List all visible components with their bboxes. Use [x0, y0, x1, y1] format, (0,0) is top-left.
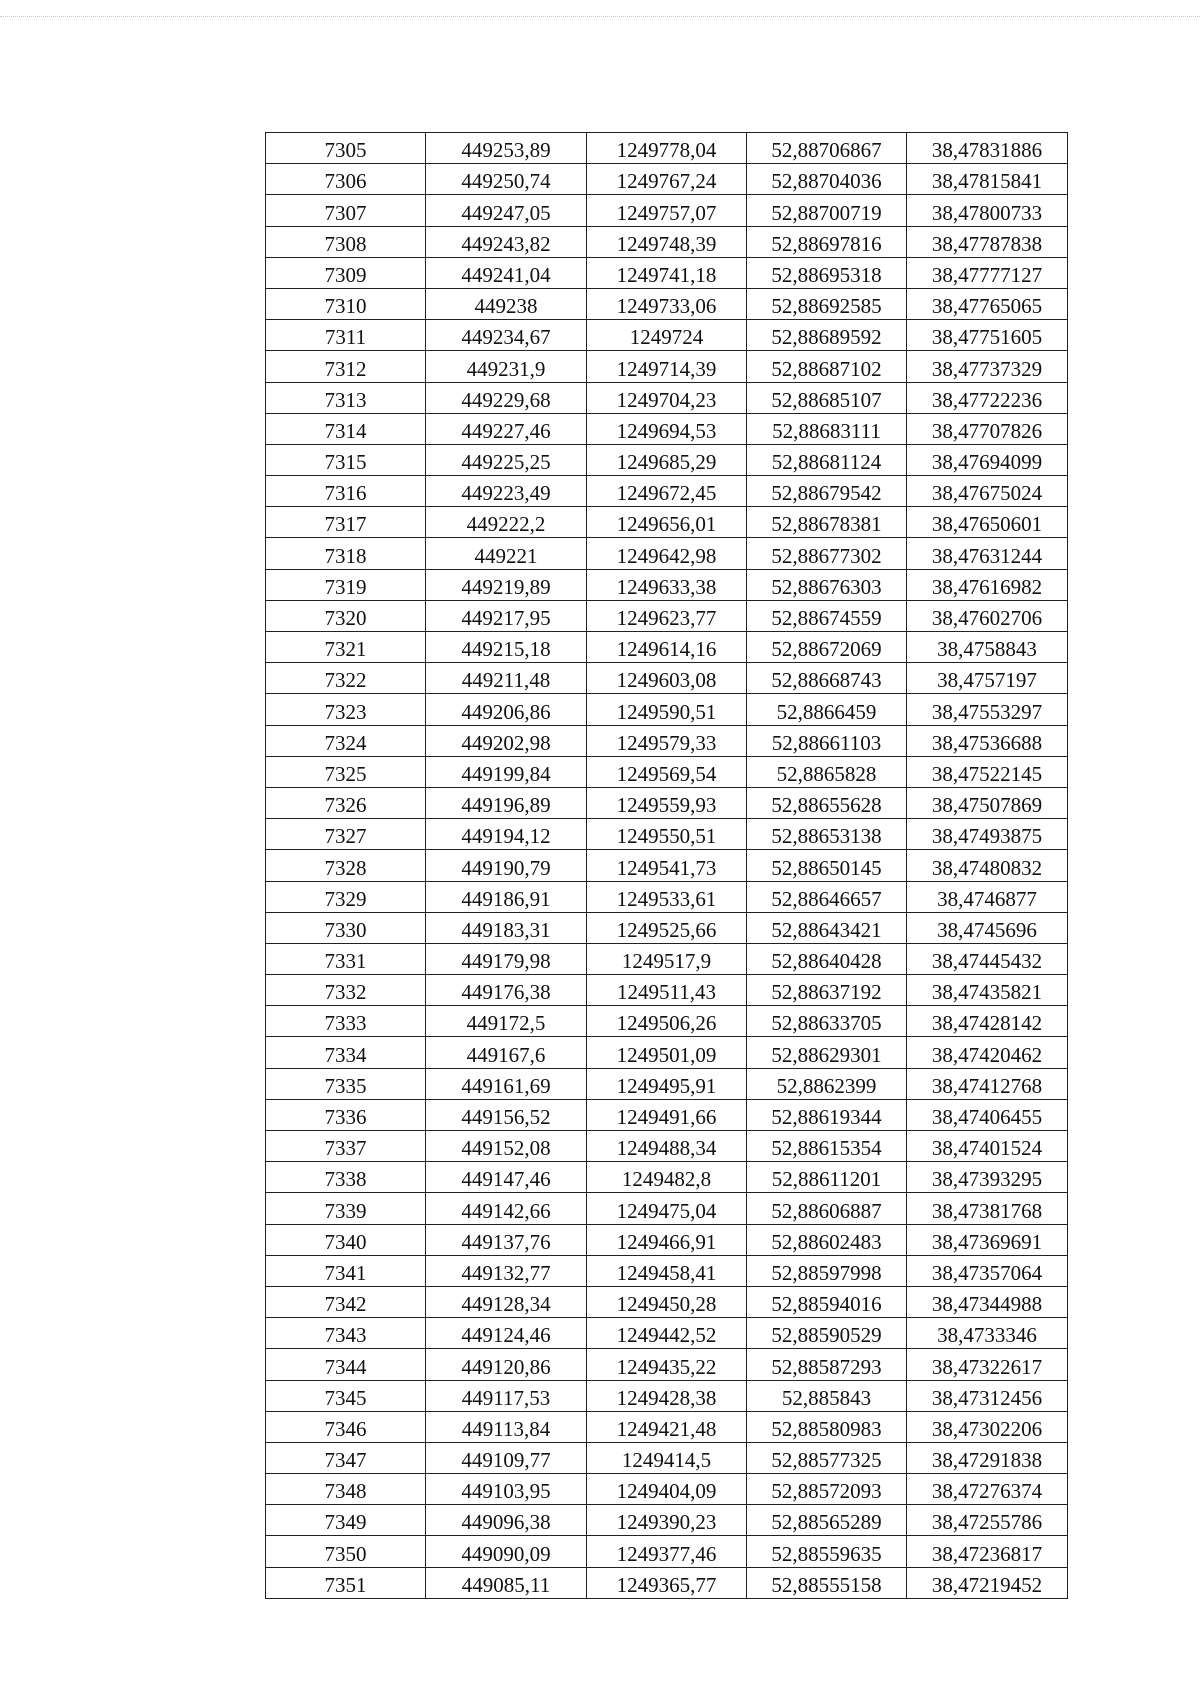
latitude-cell: 52,88706867	[747, 133, 907, 164]
longitude-cell: 38,47737329	[907, 351, 1068, 382]
latitude-cell: 52,88577325	[747, 1442, 907, 1473]
point-number-cell: 7341	[266, 1255, 426, 1286]
point-number-cell: 7306	[266, 164, 426, 195]
x-coordinate-cell: 449231,9	[426, 351, 587, 382]
table-row	[266, 413, 1068, 444]
longitude-cell: 38,47616982	[907, 569, 1068, 600]
latitude-cell: 52,88661103	[747, 725, 907, 756]
x-coordinate-cell: 449217,95	[426, 600, 587, 631]
point-number-cell: 7344	[266, 1349, 426, 1380]
longitude-cell: 38,4745696	[907, 912, 1068, 943]
latitude-cell: 52,88683111	[747, 413, 907, 444]
point-number-cell: 7313	[266, 382, 426, 413]
latitude-cell: 52,88677302	[747, 538, 907, 569]
y-coordinate-cell: 1249590,51	[587, 694, 747, 725]
coordinates-table-body	[266, 133, 1068, 1599]
latitude-cell: 52,88597998	[747, 1255, 907, 1286]
table-row	[266, 632, 1068, 663]
point-number-cell: 7307	[266, 195, 426, 226]
latitude-cell: 52,88674559	[747, 600, 907, 631]
y-coordinate-cell: 1249458,41	[587, 1255, 747, 1286]
point-number-cell: 7336	[266, 1099, 426, 1130]
x-coordinate-cell: 449117,53	[426, 1380, 587, 1411]
x-coordinate-cell: 449190,79	[426, 850, 587, 881]
latitude-cell: 52,88653138	[747, 819, 907, 850]
table-row	[266, 1193, 1068, 1224]
x-coordinate-cell: 449142,66	[426, 1193, 587, 1224]
table-row	[266, 912, 1068, 943]
point-number-cell: 7334	[266, 1037, 426, 1068]
y-coordinate-cell: 1249517,9	[587, 943, 747, 974]
longitude-cell: 38,47420462	[907, 1037, 1068, 1068]
longitude-cell: 38,47219452	[907, 1567, 1068, 1598]
longitude-cell: 38,47522145	[907, 756, 1068, 787]
y-coordinate-cell: 1249642,98	[587, 538, 747, 569]
x-coordinate-cell: 449253,89	[426, 133, 587, 164]
table-row	[266, 351, 1068, 382]
longitude-cell: 38,47357064	[907, 1255, 1068, 1286]
longitude-cell: 38,47393295	[907, 1162, 1068, 1193]
table-row	[266, 1162, 1068, 1193]
point-number-cell: 7331	[266, 943, 426, 974]
y-coordinate-cell: 1249623,77	[587, 600, 747, 631]
y-coordinate-cell: 1249365,77	[587, 1567, 747, 1598]
table-row	[266, 756, 1068, 787]
longitude-cell: 38,47291838	[907, 1442, 1068, 1473]
table-row	[266, 881, 1068, 912]
longitude-cell: 38,47751605	[907, 320, 1068, 351]
table-row	[266, 195, 1068, 226]
latitude-cell: 52,88692585	[747, 288, 907, 319]
point-number-cell: 7351	[266, 1567, 426, 1598]
longitude-cell: 38,47276374	[907, 1474, 1068, 1505]
x-coordinate-cell: 449161,69	[426, 1068, 587, 1099]
y-coordinate-cell: 1249748,39	[587, 226, 747, 257]
point-number-cell: 7335	[266, 1068, 426, 1099]
table-row	[266, 133, 1068, 164]
y-coordinate-cell: 1249491,66	[587, 1099, 747, 1130]
latitude-cell: 52,88697816	[747, 226, 907, 257]
longitude-cell: 38,4757197	[907, 663, 1068, 694]
point-number-cell: 7339	[266, 1193, 426, 1224]
latitude-cell: 52,88606887	[747, 1193, 907, 1224]
latitude-cell: 52,88676303	[747, 569, 907, 600]
x-coordinate-cell: 449199,84	[426, 756, 587, 787]
x-coordinate-cell: 449247,05	[426, 195, 587, 226]
y-coordinate-cell: 1249757,07	[587, 195, 747, 226]
longitude-cell: 38,47602706	[907, 600, 1068, 631]
x-coordinate-cell: 449206,86	[426, 694, 587, 725]
x-coordinate-cell: 449113,84	[426, 1411, 587, 1442]
table-row	[266, 1318, 1068, 1349]
point-number-cell: 7315	[266, 444, 426, 475]
y-coordinate-cell: 1249466,91	[587, 1224, 747, 1255]
point-number-cell: 7305	[266, 133, 426, 164]
latitude-cell: 52,88672069	[747, 632, 907, 663]
table-row	[266, 600, 1068, 631]
point-number-cell: 7316	[266, 476, 426, 507]
x-coordinate-cell: 449250,74	[426, 164, 587, 195]
table-row	[266, 1131, 1068, 1162]
x-coordinate-cell: 449238	[426, 288, 587, 319]
point-number-cell: 7321	[266, 632, 426, 663]
latitude-cell: 52,8862399	[747, 1068, 907, 1099]
x-coordinate-cell: 449196,89	[426, 787, 587, 818]
table-row	[266, 1037, 1068, 1068]
longitude-cell: 38,4758843	[907, 632, 1068, 663]
point-number-cell: 7340	[266, 1224, 426, 1255]
y-coordinate-cell: 1249390,23	[587, 1505, 747, 1536]
y-coordinate-cell: 1249450,28	[587, 1286, 747, 1317]
latitude-cell: 52,88643421	[747, 912, 907, 943]
latitude-cell: 52,88681124	[747, 444, 907, 475]
point-number-cell: 7325	[266, 756, 426, 787]
y-coordinate-cell: 1249442,52	[587, 1318, 747, 1349]
latitude-cell: 52,88580983	[747, 1411, 907, 1442]
table-row	[266, 1068, 1068, 1099]
point-number-cell: 7342	[266, 1286, 426, 1317]
latitude-cell: 52,88668743	[747, 663, 907, 694]
x-coordinate-cell: 449243,82	[426, 226, 587, 257]
x-coordinate-cell: 449132,77	[426, 1255, 587, 1286]
table-row	[266, 569, 1068, 600]
table-row	[266, 1474, 1068, 1505]
y-coordinate-cell: 1249778,04	[587, 133, 747, 164]
x-coordinate-cell: 449219,89	[426, 569, 587, 600]
point-number-cell: 7309	[266, 257, 426, 288]
table-row	[266, 975, 1068, 1006]
y-coordinate-cell: 1249685,29	[587, 444, 747, 475]
coordinates-table-container	[265, 132, 1062, 1599]
latitude-cell: 52,88646657	[747, 881, 907, 912]
y-coordinate-cell: 1249656,01	[587, 507, 747, 538]
y-coordinate-cell: 1249614,16	[587, 632, 747, 663]
longitude-cell: 38,47675024	[907, 476, 1068, 507]
table-row	[266, 1006, 1068, 1037]
latitude-cell: 52,88615354	[747, 1131, 907, 1162]
point-number-cell: 7312	[266, 351, 426, 382]
longitude-cell: 38,47236817	[907, 1536, 1068, 1567]
point-number-cell: 7343	[266, 1318, 426, 1349]
point-number-cell: 7320	[266, 600, 426, 631]
x-coordinate-cell: 449227,46	[426, 413, 587, 444]
point-number-cell: 7311	[266, 320, 426, 351]
longitude-cell: 38,47777127	[907, 257, 1068, 288]
y-coordinate-cell: 1249533,61	[587, 881, 747, 912]
latitude-cell: 52,88679542	[747, 476, 907, 507]
x-coordinate-cell: 449085,11	[426, 1567, 587, 1598]
table-row	[266, 507, 1068, 538]
latitude-cell: 52,88611201	[747, 1162, 907, 1193]
latitude-cell: 52,88602483	[747, 1224, 907, 1255]
x-coordinate-cell: 449152,08	[426, 1131, 587, 1162]
table-row	[266, 288, 1068, 319]
point-number-cell: 7318	[266, 538, 426, 569]
point-number-cell: 7327	[266, 819, 426, 850]
y-coordinate-cell: 1249633,38	[587, 569, 747, 600]
table-row	[266, 1380, 1068, 1411]
latitude-cell: 52,885843	[747, 1380, 907, 1411]
table-row	[266, 476, 1068, 507]
point-number-cell: 7348	[266, 1474, 426, 1505]
point-number-cell: 7349	[266, 1505, 426, 1536]
y-coordinate-cell: 1249579,33	[587, 725, 747, 756]
longitude-cell: 38,47765065	[907, 288, 1068, 319]
latitude-cell: 52,88572093	[747, 1474, 907, 1505]
y-coordinate-cell: 1249714,39	[587, 351, 747, 382]
latitude-cell: 52,88590529	[747, 1318, 907, 1349]
table-row	[266, 257, 1068, 288]
latitude-cell: 52,88619344	[747, 1099, 907, 1130]
longitude-cell: 38,47493875	[907, 819, 1068, 850]
x-coordinate-cell: 449137,76	[426, 1224, 587, 1255]
table-row	[266, 382, 1068, 413]
x-coordinate-cell: 449120,86	[426, 1349, 587, 1380]
table-row	[266, 1536, 1068, 1567]
y-coordinate-cell: 1249559,93	[587, 787, 747, 818]
table-row	[266, 725, 1068, 756]
table-row	[266, 819, 1068, 850]
longitude-cell: 38,4746877	[907, 881, 1068, 912]
table-row	[266, 694, 1068, 725]
point-number-cell: 7346	[266, 1411, 426, 1442]
latitude-cell: 52,88637192	[747, 975, 907, 1006]
point-number-cell: 7347	[266, 1442, 426, 1473]
point-number-cell: 7350	[266, 1536, 426, 1567]
longitude-cell: 38,47480832	[907, 850, 1068, 881]
table-row	[266, 850, 1068, 881]
y-coordinate-cell: 1249495,91	[587, 1068, 747, 1099]
longitude-cell: 38,47381768	[907, 1193, 1068, 1224]
longitude-cell: 38,47694099	[907, 444, 1068, 475]
x-coordinate-cell: 449215,18	[426, 632, 587, 663]
longitude-cell: 38,47787838	[907, 226, 1068, 257]
point-number-cell: 7332	[266, 975, 426, 1006]
point-number-cell: 7338	[266, 1162, 426, 1193]
latitude-cell: 52,88655628	[747, 787, 907, 818]
latitude-cell: 52,88678381	[747, 507, 907, 538]
table-row	[266, 538, 1068, 569]
x-coordinate-cell: 449128,34	[426, 1286, 587, 1317]
latitude-cell: 52,88687102	[747, 351, 907, 382]
table-row	[266, 1255, 1068, 1286]
x-coordinate-cell: 449167,6	[426, 1037, 587, 1068]
point-number-cell: 7324	[266, 725, 426, 756]
point-number-cell: 7329	[266, 881, 426, 912]
x-coordinate-cell: 449241,04	[426, 257, 587, 288]
longitude-cell: 38,47815841	[907, 164, 1068, 195]
x-coordinate-cell: 449172,5	[426, 1006, 587, 1037]
table-row	[266, 1224, 1068, 1255]
longitude-cell: 38,47322617	[907, 1349, 1068, 1380]
y-coordinate-cell: 1249428,38	[587, 1380, 747, 1411]
longitude-cell: 38,47445432	[907, 943, 1068, 974]
y-coordinate-cell: 1249404,09	[587, 1474, 747, 1505]
x-coordinate-cell: 449223,49	[426, 476, 587, 507]
point-number-cell: 7310	[266, 288, 426, 319]
longitude-cell: 38,47312456	[907, 1380, 1068, 1411]
latitude-cell: 52,88695318	[747, 257, 907, 288]
y-coordinate-cell: 1249511,43	[587, 975, 747, 1006]
longitude-cell: 38,47369691	[907, 1224, 1068, 1255]
y-coordinate-cell: 1249569,54	[587, 756, 747, 787]
x-coordinate-cell: 449222,2	[426, 507, 587, 538]
latitude-cell: 52,88594016	[747, 1286, 907, 1317]
y-coordinate-cell: 1249550,51	[587, 819, 747, 850]
x-coordinate-cell: 449103,95	[426, 1474, 587, 1505]
latitude-cell: 52,88555158	[747, 1567, 907, 1598]
y-coordinate-cell: 1249724	[587, 320, 747, 351]
x-coordinate-cell: 449183,31	[426, 912, 587, 943]
y-coordinate-cell: 1249506,26	[587, 1006, 747, 1037]
latitude-cell: 52,88565289	[747, 1505, 907, 1536]
y-coordinate-cell: 1249421,48	[587, 1411, 747, 1442]
table-row	[266, 943, 1068, 974]
latitude-cell: 52,88689592	[747, 320, 907, 351]
x-coordinate-cell: 449176,38	[426, 975, 587, 1006]
point-number-cell: 7308	[266, 226, 426, 257]
x-coordinate-cell: 449147,46	[426, 1162, 587, 1193]
longitude-cell: 38,47707826	[907, 413, 1068, 444]
y-coordinate-cell: 1249694,53	[587, 413, 747, 444]
y-coordinate-cell: 1249525,66	[587, 912, 747, 943]
y-coordinate-cell: 1249733,06	[587, 288, 747, 319]
latitude-cell: 52,88650145	[747, 850, 907, 881]
x-coordinate-cell: 449179,98	[426, 943, 587, 974]
x-coordinate-cell: 449194,12	[426, 819, 587, 850]
longitude-cell: 38,47428142	[907, 1006, 1068, 1037]
longitude-cell: 38,47722236	[907, 382, 1068, 413]
longitude-cell: 38,47553297	[907, 694, 1068, 725]
longitude-cell: 38,47831886	[907, 133, 1068, 164]
longitude-cell: 38,47631244	[907, 538, 1068, 569]
point-number-cell: 7337	[266, 1131, 426, 1162]
table-row	[266, 1286, 1068, 1317]
table-row	[266, 1349, 1068, 1380]
x-coordinate-cell: 449229,68	[426, 382, 587, 413]
longitude-cell: 38,47800733	[907, 195, 1068, 226]
longitude-cell: 38,47255786	[907, 1505, 1068, 1536]
table-row	[266, 1505, 1068, 1536]
y-coordinate-cell: 1249603,08	[587, 663, 747, 694]
x-coordinate-cell: 449186,91	[426, 881, 587, 912]
coordinates-table	[265, 132, 1068, 1599]
point-number-cell: 7314	[266, 413, 426, 444]
table-row	[266, 226, 1068, 257]
point-number-cell: 7317	[266, 507, 426, 538]
longitude-cell: 38,47406455	[907, 1099, 1068, 1130]
x-coordinate-cell: 449202,98	[426, 725, 587, 756]
y-coordinate-cell: 1249482,8	[587, 1162, 747, 1193]
longitude-cell: 38,4733346	[907, 1318, 1068, 1349]
table-row	[266, 1411, 1068, 1442]
longitude-cell: 38,47344988	[907, 1286, 1068, 1317]
y-coordinate-cell: 1249501,09	[587, 1037, 747, 1068]
table-row	[266, 444, 1068, 475]
x-coordinate-cell: 449109,77	[426, 1442, 587, 1473]
latitude-cell: 52,88685107	[747, 382, 907, 413]
point-number-cell: 7328	[266, 850, 426, 881]
y-coordinate-cell: 1249414,5	[587, 1442, 747, 1473]
table-row	[266, 787, 1068, 818]
x-coordinate-cell: 449221	[426, 538, 587, 569]
y-coordinate-cell: 1249435,22	[587, 1349, 747, 1380]
latitude-cell: 52,88559635	[747, 1536, 907, 1567]
longitude-cell: 38,47507869	[907, 787, 1068, 818]
y-coordinate-cell: 1249377,46	[587, 1536, 747, 1567]
latitude-cell: 52,88587293	[747, 1349, 907, 1380]
table-row	[266, 164, 1068, 195]
latitude-cell: 52,88700719	[747, 195, 907, 226]
y-coordinate-cell: 1249704,23	[587, 382, 747, 413]
latitude-cell: 52,8866459	[747, 694, 907, 725]
longitude-cell: 38,47302206	[907, 1411, 1068, 1442]
x-coordinate-cell: 449211,48	[426, 663, 587, 694]
table-row	[266, 1442, 1068, 1473]
longitude-cell: 38,47650601	[907, 507, 1068, 538]
latitude-cell: 52,88629301	[747, 1037, 907, 1068]
latitude-cell: 52,8865828	[747, 756, 907, 787]
longitude-cell: 38,47536688	[907, 725, 1068, 756]
point-number-cell: 7323	[266, 694, 426, 725]
y-coordinate-cell: 1249488,34	[587, 1131, 747, 1162]
point-number-cell: 7326	[266, 787, 426, 818]
table-row	[266, 663, 1068, 694]
x-coordinate-cell: 449124,46	[426, 1318, 587, 1349]
latitude-cell: 52,88633705	[747, 1006, 907, 1037]
table-row	[266, 1099, 1068, 1130]
x-coordinate-cell: 449090,09	[426, 1536, 587, 1567]
y-coordinate-cell: 1249672,45	[587, 476, 747, 507]
y-coordinate-cell: 1249767,24	[587, 164, 747, 195]
table-row	[266, 1567, 1068, 1598]
y-coordinate-cell: 1249741,18	[587, 257, 747, 288]
longitude-cell: 38,47412768	[907, 1068, 1068, 1099]
y-coordinate-cell: 1249541,73	[587, 850, 747, 881]
x-coordinate-cell: 449225,25	[426, 444, 587, 475]
point-number-cell: 7333	[266, 1006, 426, 1037]
point-number-cell: 7322	[266, 663, 426, 694]
point-number-cell: 7319	[266, 569, 426, 600]
x-coordinate-cell: 449156,52	[426, 1099, 587, 1130]
point-number-cell: 7330	[266, 912, 426, 943]
table-row	[266, 320, 1068, 351]
x-coordinate-cell: 449096,38	[426, 1505, 587, 1536]
latitude-cell: 52,88704036	[747, 164, 907, 195]
y-coordinate-cell: 1249475,04	[587, 1193, 747, 1224]
x-coordinate-cell: 449234,67	[426, 320, 587, 351]
latitude-cell: 52,88640428	[747, 943, 907, 974]
longitude-cell: 38,47435821	[907, 975, 1068, 1006]
point-number-cell: 7345	[266, 1380, 426, 1411]
longitude-cell: 38,47401524	[907, 1131, 1068, 1162]
scan-edge-line	[0, 16, 1200, 17]
